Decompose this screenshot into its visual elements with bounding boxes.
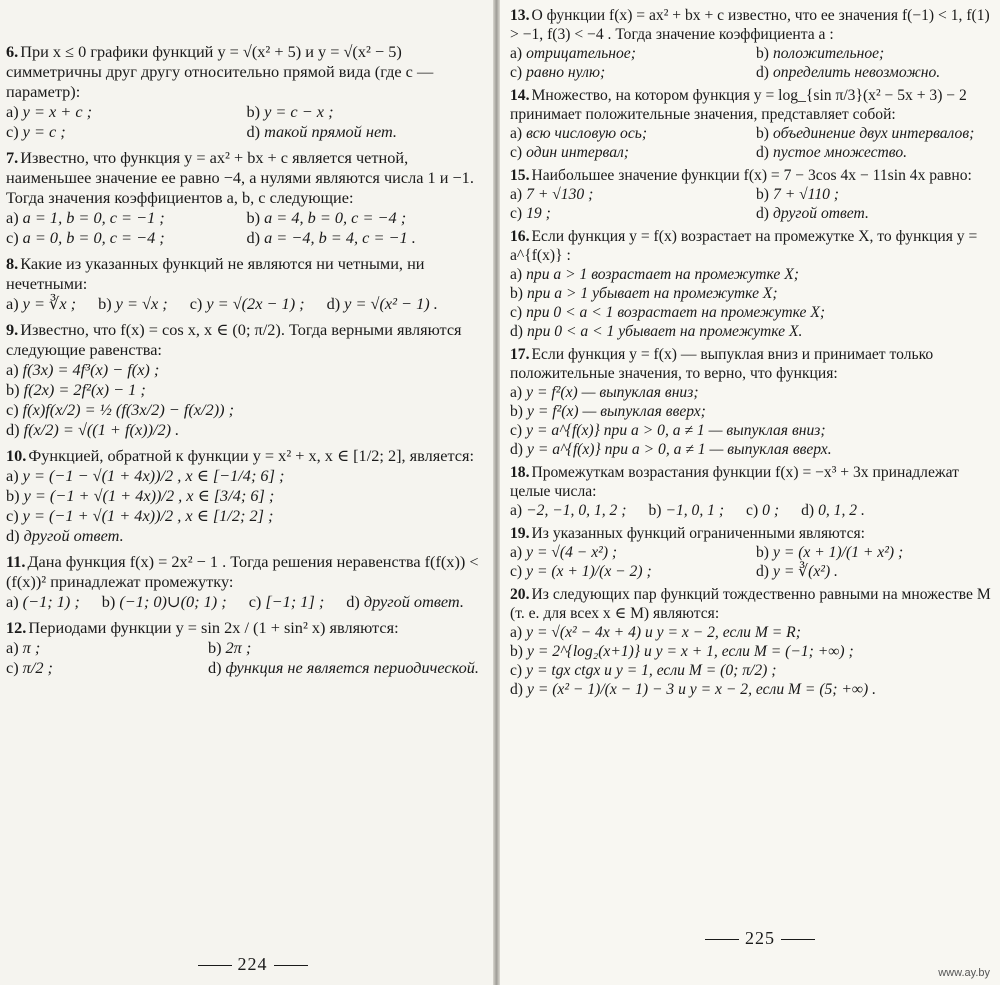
problem-text: Известно, что функция y = ax² + bx + c является четной, наименьшее значение ее равно −4, а нулями являются числа 1 и −1. Тогда значения коэффициентов a, b, c следующие: [6,148,474,207]
option-text: другой ответ. [23,526,124,545]
right-page [500,0,1000,985]
option-letter: b) [510,403,523,420]
right-problem-list [510,6,994,699]
option-letter: c) [248,592,262,611]
answer-option [247,208,480,228]
option-letter: a) [510,186,523,203]
option-letter: b) [756,186,769,203]
option-text: y = (x² − 1)/(x − 1) − 3 и y = x − 2, если M = (5; +∞) . [527,681,877,698]
option-text: f(x)f(x/2) = ½ (f(3x/2) − f(x/2)) ; [22,400,235,419]
option-letter: b) [246,102,261,121]
answer-option [6,294,76,314]
option-letter: c) [510,563,523,580]
problem-number: 14. [510,87,530,104]
option-letter: b) [510,285,523,302]
option-text: π ; [22,638,41,657]
option-text: y = a^{f(x)} при a > 0, a ≠ 1 — выпуклая вверх. [527,441,832,458]
problem [510,585,994,699]
option-letter: d) [801,502,815,519]
problem-number: 15. [510,167,530,184]
problem-number: 7. [6,148,19,167]
option-letter: d) [346,592,360,611]
answer-option [756,63,994,82]
option-text: 7 + √130 ; [526,186,594,203]
answer-options [510,265,994,341]
option-letter: b) [246,208,261,227]
problem [6,618,479,678]
answer-option [510,185,748,204]
option-text: a = 4, b = 0, c = −4 ; [264,208,407,227]
option-letter: d) [326,294,341,313]
problem [510,463,994,520]
answer-option [510,303,994,322]
option-letter: a) [510,624,523,641]
option-text: y = √(x² − 1) . [344,294,438,313]
option-letter: d) [6,420,20,439]
problem-number: 20. [510,586,530,603]
problem-stem [510,345,994,383]
problem-stem [510,227,994,265]
answer-options [6,592,479,612]
problem-stem [510,585,994,623]
answer-option [510,204,748,223]
option-letter: c) [6,400,19,419]
option-letter: c) [510,144,523,161]
option-text: 19 ; [526,205,551,222]
answer-option [510,284,994,303]
option-letter: d) [246,122,261,141]
answer-option [510,124,748,143]
answer-option [6,486,479,506]
option-letter: b) [648,502,662,519]
answer-options [510,44,994,82]
option-text: y = a^{f(x)} при a > 0, a ≠ 1 — выпуклая вниз; [526,422,826,439]
answer-options [510,185,994,223]
problem-stem [6,254,479,294]
option-text: y = c − x ; [264,102,334,121]
option-letter: d) [510,323,523,340]
problem-stem [510,6,994,44]
problem [6,446,479,546]
answer-option [6,466,479,486]
problem [510,227,994,341]
problem-stem [6,42,479,102]
problem-number: 10. [6,446,27,465]
answer-option [6,360,479,380]
option-text: a = 0, b = 0, c = −4 ; [22,228,165,247]
answer-option [510,543,748,562]
problem-number: 9. [6,320,19,339]
option-text: y = ∛x ; [22,294,77,313]
option-text: a = −4, b = 4, c = −1 . [264,228,416,247]
answer-option [510,265,994,284]
option-text: при a > 1 убывает на промежутке X; [527,285,778,302]
answer-option [756,204,994,223]
option-text: другой ответ. [363,592,464,611]
option-letter: c) [6,122,19,141]
problem-number: 6. [6,42,19,61]
option-text: y = √(4 − x²) ; [526,544,618,561]
option-text: y = √(x² − 4x + 4) и y = x − 2, если M = R; [526,624,801,641]
answer-option [327,294,438,314]
answer-option [756,185,994,204]
option-text: определить невозможно. [773,64,941,81]
option-letter: a) [6,294,19,313]
option-letter: c) [510,64,523,81]
option-text: такой прямой нет. [264,122,397,141]
answer-options [510,623,994,699]
answer-option [6,658,200,678]
problem-number: 13. [510,7,530,24]
option-letter: c) [6,658,19,677]
problem-text: О функции f(x) = ax² + bx + c известно, что ее значения f(−1) < 1, f(1) > −1, f(3) < −4 . Тогда значение коэффициента a : [510,7,990,43]
option-letter: b) [510,643,523,660]
option-text: всю числовую ось; [526,125,648,142]
left-problem-list [6,42,479,678]
option-letter: d) [756,205,769,222]
answer-option [510,661,994,680]
option-text: y = (−1 + √(1 + 4x))/2 , x ∈ [1/2; 2] ; [22,506,274,525]
option-letter: a) [6,360,19,379]
option-text: y = (x + 1)/(1 + x²) ; [773,544,904,561]
option-text: y = (−1 − √(1 + 4x))/2 , x ∈ [−1/4; 6] ; [22,466,285,485]
option-letter: b) [207,638,222,657]
problem-number: 18. [510,464,530,481]
option-letter: a) [510,384,523,401]
option-letter: d) [6,526,20,545]
answer-options [510,124,994,162]
answer-option [98,294,168,314]
problem-text: Из указанных функций ограниченными являются: [531,525,865,542]
problem-text: Если функция y = f(x) возрастает на промежутке X, то функция y = a^{f(x)} : [510,228,978,264]
option-letter: a) [6,102,19,121]
option-letter: d) [756,144,769,161]
option-letter: a) [6,466,19,485]
answer-option [6,400,479,420]
answer-option [510,562,748,581]
option-text: 0, 1, 2 . [818,502,865,519]
problem-text: Периодами функции y = sin 2x / (1 + sin² x) являются: [28,618,399,637]
answer-option [6,526,479,546]
answer-option [648,501,724,520]
option-letter: a) [510,502,523,519]
option-letter: d) [207,658,222,677]
problem-stem [510,463,994,501]
problem [510,345,994,459]
problem-number: 19. [510,525,530,542]
option-letter: d) [246,228,261,247]
problem-number: 12. [6,618,27,637]
option-letter: c) [510,422,523,439]
option-text: y = (x + 1)/(x − 2) ; [526,563,652,580]
answer-option [510,322,994,341]
option-text: 2π ; [225,638,252,657]
option-text: отрицательное; [526,45,636,62]
answer-option [510,63,748,82]
answer-option [6,420,479,440]
answer-option [746,501,779,520]
answer-option [756,562,994,581]
answer-option [6,380,479,400]
problem-stem [510,86,994,124]
option-text: y = tgx ctgx и y = 1, если M = (0; π/2) ; [526,662,777,679]
answer-option [208,638,479,658]
option-letter: a) [6,208,19,227]
problem [510,6,994,82]
option-letter: b) [756,45,769,62]
option-letter: a) [6,638,19,657]
problem-number: 16. [510,228,530,245]
option-text: y = f²(x) — выпуклая вверх; [527,403,706,420]
right-page-number: 225 [510,928,1000,949]
option-text: −2, −1, 0, 1, 2 ; [526,502,627,519]
left-page-number: 224 [6,954,493,975]
problem [510,166,994,223]
problem [6,254,479,314]
option-letter: a) [6,592,19,611]
problem-text: Промежуткам возрастания функции f(x) = −x³ + 3x принадлежат целые числа: [510,464,959,500]
problem [6,42,479,142]
option-letter: b) [756,125,769,142]
option-text: y = x + c ; [22,102,93,121]
option-text: [−1; 1] ; [265,592,325,611]
answer-options [6,102,479,142]
problem-text: Известно, что f(x) = cos x, x ∈ (0; π/2). Тогда верными являются следующие равенства: [6,320,462,359]
option-letter: c) [189,294,203,313]
answer-options [510,501,994,520]
answer-option [756,143,994,162]
option-letter: b) [756,544,769,561]
option-letter: c) [746,502,759,519]
problem-number: 17. [510,346,530,363]
option-text: y = c ; [22,122,66,141]
problem-text: Какие из указанных функций не являются ни четными, ни нечетными: [6,254,425,293]
problem [6,148,479,248]
answer-option [190,294,305,314]
answer-option [6,208,239,228]
answer-option [801,501,865,520]
option-text: (−1; 0)∪(0; 1) ; [119,592,227,611]
option-text: y = (−1 + √(1 + 4x))/2 , x ∈ [3/4; 6] ; [23,486,275,505]
problem-stem [6,446,479,466]
option-letter: c) [510,304,523,321]
option-text: пустое множество. [773,144,908,161]
answer-option [102,592,227,612]
answer-option [510,440,994,459]
problem-stem [510,524,994,543]
option-letter: d) [510,441,523,458]
option-letter: c) [6,506,19,525]
option-text: 7 + √110 ; [773,186,839,203]
option-text: при 0 < a < 1 возрастает на промежутке X; [526,304,826,321]
answer-option [247,228,480,248]
answer-options [6,466,479,546]
problem-text: Функцией, обратной к функции y = x² + x, x ∈ [1/2; 2], является: [28,446,475,465]
answer-option [510,623,994,642]
problem-text: Если функция y = f(x) — выпуклая вниз и принимает только положительные значения, то верно, что функция: [510,346,934,382]
answer-option [6,102,239,122]
answer-option [756,44,994,63]
option-letter: b) [98,294,112,313]
answer-options [6,208,479,248]
option-text: y = ∛(x²) . [773,563,838,580]
problem-stem [6,320,479,360]
option-letter: b) [6,486,20,505]
option-letter: b) [101,592,116,611]
option-text: f(x/2) = √((1 + f(x))/2) . [23,420,180,439]
option-text: один интервал; [526,144,629,161]
answer-options [510,543,994,581]
problem-stem [510,166,994,185]
answer-option [510,421,994,440]
option-text: a = 1, b = 0, c = −1 ; [22,208,165,227]
option-letter: a) [510,266,523,283]
option-letter: a) [510,544,523,561]
answer-options [510,383,994,459]
problem [6,552,479,612]
option-letter: c) [510,662,523,679]
answer-options [6,294,479,314]
option-text: y = √x ; [115,294,168,313]
problem-text: При x ≤ 0 графики функций y = √(x² + 5) и y = √(x² − 5) симметричны друг другу относительно прямой вида (где c — параметр): [6,42,434,101]
answer-option [510,143,748,162]
problem-text: Множество, на котором функция y = log_{sin π/3}(x² − 5x + 3) − 2 принимает положительные значения, представляет собой: [510,87,967,123]
answer-option [6,228,239,248]
option-text: 0 ; [762,502,780,519]
option-letter: d) [510,681,523,698]
answer-option [756,543,994,562]
option-text: −1, 0, 1 ; [665,502,725,519]
answer-option [510,402,994,421]
option-letter: c) [510,205,523,222]
option-text: π/2 ; [22,658,53,677]
problem [510,86,994,162]
answer-options [6,638,479,678]
answer-option [6,638,200,658]
option-text: функция не является периодической. [225,658,479,677]
answer-option [247,122,480,142]
option-text: равно нулю; [526,64,606,81]
answer-option [6,592,80,612]
answer-option [208,658,479,678]
option-letter: d) [756,563,769,580]
option-letter: d) [756,64,769,81]
option-text: (−1; 1) ; [22,592,80,611]
answer-option [6,122,239,142]
problem-text: Наибольшее значение функции f(x) = 7 − 3cos 4x − 11sin 4x равно: [531,167,972,184]
option-text: y = 2^{log₂(x+1)} и y = x + 1, если M = (−1; +∞) ; [527,643,854,660]
answer-option [510,44,748,63]
answer-option [510,680,994,699]
option-text: y = f²(x) — выпуклая вниз; [526,384,699,401]
left-page [0,0,493,985]
option-letter: a) [510,45,523,62]
watermark: www.ay.by [938,967,990,979]
answer-option [510,501,626,520]
answer-option [247,102,480,122]
problem [510,524,994,581]
problem [6,320,479,440]
answer-option [756,124,994,143]
problem-stem [6,618,479,638]
answer-option [346,592,464,612]
problem-stem [6,148,479,208]
option-letter: a) [510,125,523,142]
option-letter: b) [6,380,20,399]
problem-text: Дана функция f(x) = 2x² − 1 . Тогда решения неравенства f(f(x)) < (f(x))² принадлежат промежутку: [6,552,479,591]
option-text: другой ответ. [773,205,869,222]
answer-option [510,383,994,402]
option-text: при a > 1 возрастает на промежутке X; [526,266,799,283]
option-text: положительное; [773,45,885,62]
option-text: объединение двух интервалов; [773,125,975,142]
answer-options [6,360,479,440]
option-letter: c) [6,228,19,247]
option-text: y = √(2x − 1) ; [206,294,305,313]
problem-number: 11. [6,552,26,571]
answer-option [510,642,994,661]
book-gutter [493,0,500,985]
problem-text: Из следующих пар функций тождественно равными на множестве M (т. е. для всех x ∈ M) являются: [510,586,991,622]
option-text: при 0 < a < 1 убывает на промежутке X. [527,323,803,340]
answer-option [6,506,479,526]
option-text: f(2x) = 2f²(x) − 1 ; [23,380,146,399]
problem-stem [6,552,479,592]
problem-number: 8. [6,254,19,273]
answer-option [249,592,325,612]
option-text: f(3x) = 4f³(x) − f(x) ; [22,360,160,379]
